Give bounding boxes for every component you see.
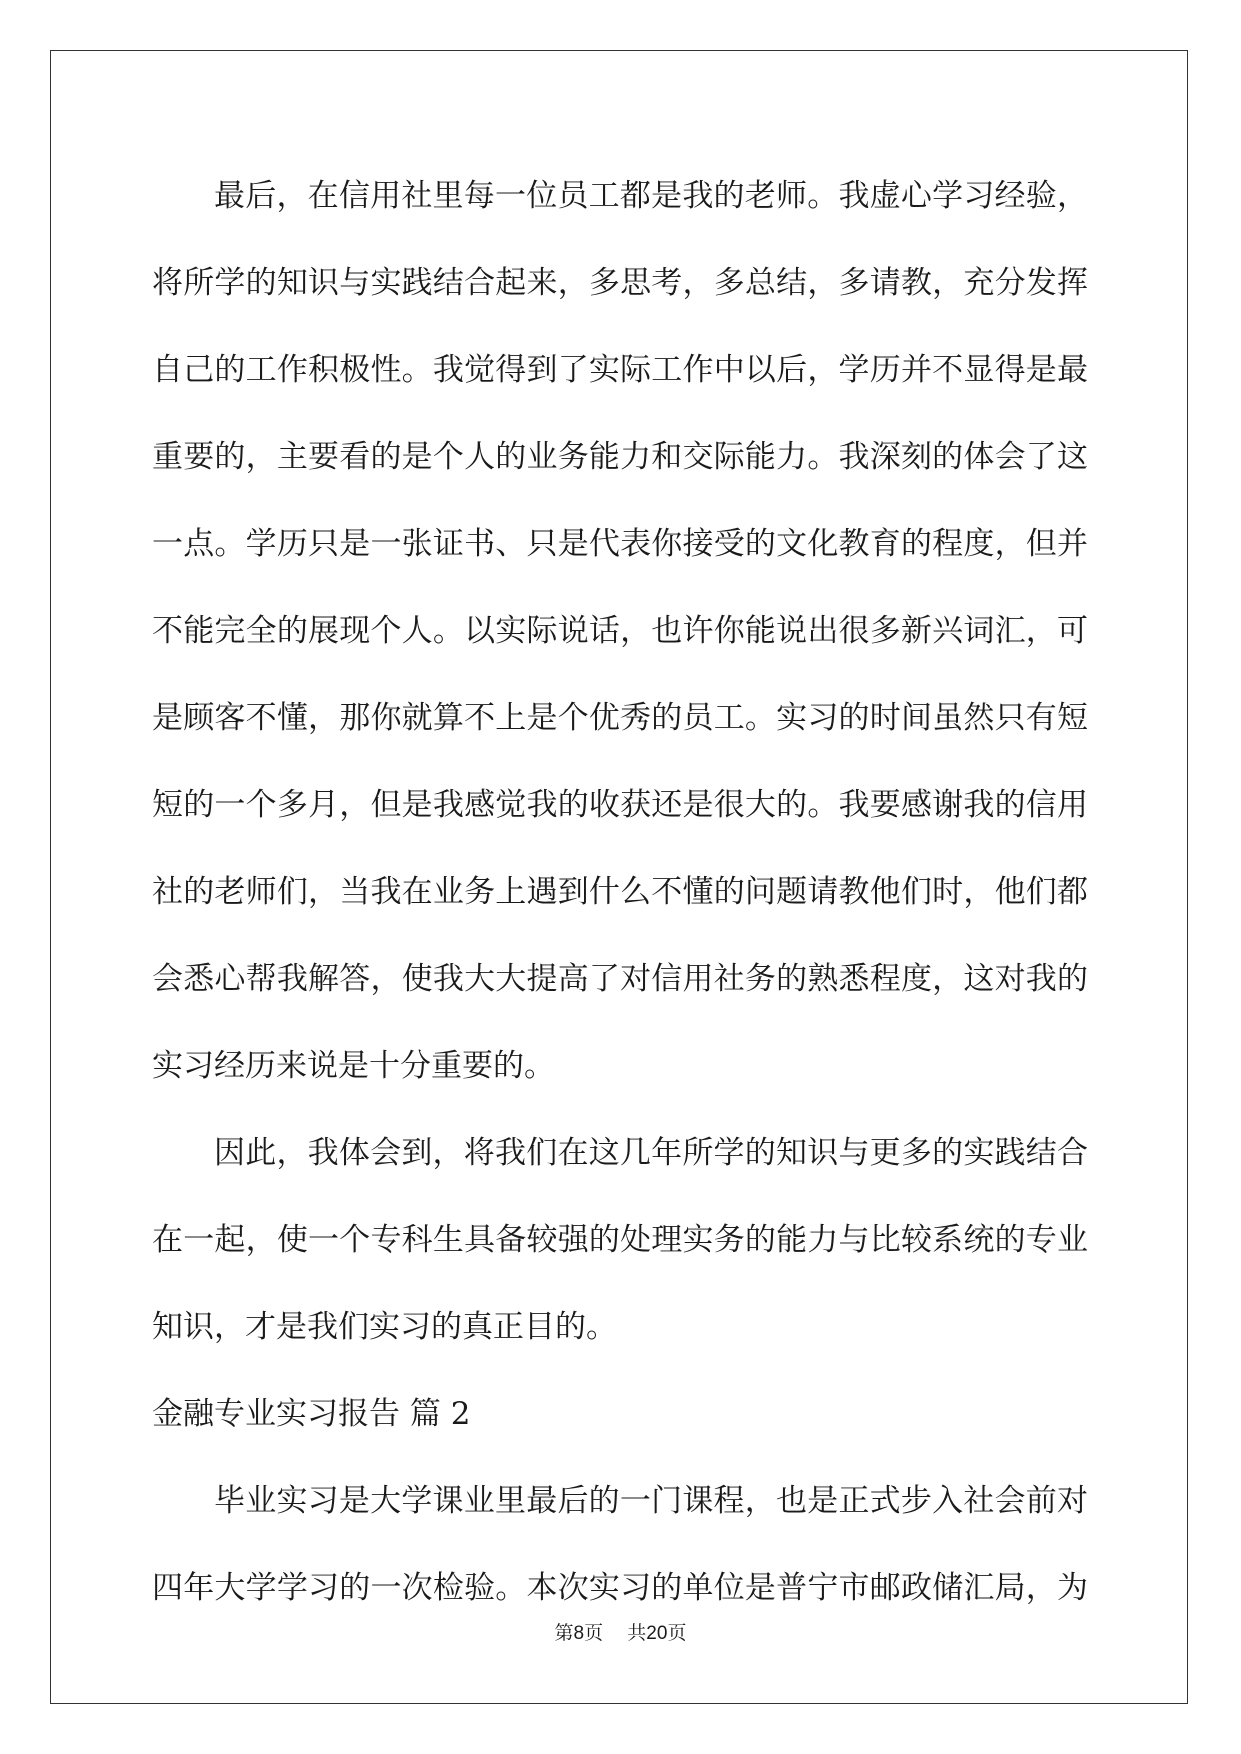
text-line: 社的老师们，当我在业务上遇到什么不懂的问题请教他们时，他们都 — [152, 874, 1088, 910]
paragraph-1 — [152, 165, 1088, 1122]
footer-prefix: 第 — [554, 1622, 574, 1644]
text-line: 将所学的知识与实践结合起来，多思考，多总结，多请教，充分发挥 — [152, 265, 1088, 301]
text-line: 会悉心帮我解答，使我大大提高了对信用社务的熟悉程度，这对我的 — [152, 961, 1088, 997]
text-line: 重要的，主要看的是个人的业务能力和交际能力。我深刻的体会了这 — [152, 439, 1088, 475]
text-line: 因此，我体会到，将我们在这几年所学的知识与更多的实践结合 — [214, 1135, 1088, 1171]
text-line: 一点。学历只是一张证书、只是代表你接受的文化教育的程度，但并 — [152, 526, 1088, 562]
text-line: 是顾客不懂，那你就算不上是个优秀的员工。实习的时间虽然只有短 — [152, 700, 1088, 736]
text-line: 知识，才是我们实习的真正目的。 — [152, 1309, 617, 1345]
text-line: 不能完全的展现个人。以实际说话，也许你能说出很多新兴词汇，可 — [152, 613, 1088, 649]
page-footer — [0, 1618, 1241, 1645]
current-page-number: 8 — [573, 1623, 585, 1644]
text-line: 四年大学学习的一次检验。本次实习的单位是普宁市邮政储汇局，为 — [152, 1570, 1088, 1606]
text-line: 在一起，使一个专科生具备较强的处理实务的能力与比较系统的专业 — [152, 1222, 1088, 1258]
text-line: 短的一个多月，但是我感觉我的收获还是很大的。我要感谢我的信用 — [152, 787, 1088, 823]
text-line: 自己的工作积极性。我觉得到了实际工作中以后，学历并不显得是最 — [152, 352, 1088, 388]
text-line: 毕业实习是大学课业里最后的一门课程，也是正式步入社会前对 — [214, 1483, 1088, 1519]
paragraph-2 — [152, 1122, 1088, 1383]
footer-middle: 页 共 — [584, 1622, 647, 1644]
text-line: 最后，在信用社里每一位员工都是我的老师。我虚心学习经验， — [214, 178, 1088, 214]
text-line: 实习经历来说是十分重要的。 — [152, 1048, 555, 1084]
total-page-number: 20 — [646, 1623, 668, 1644]
document-body — [152, 165, 1088, 1644]
footer-suffix: 页 — [667, 1622, 687, 1644]
section-heading: 金融专业实习报告 篇 2 — [152, 1396, 471, 1432]
